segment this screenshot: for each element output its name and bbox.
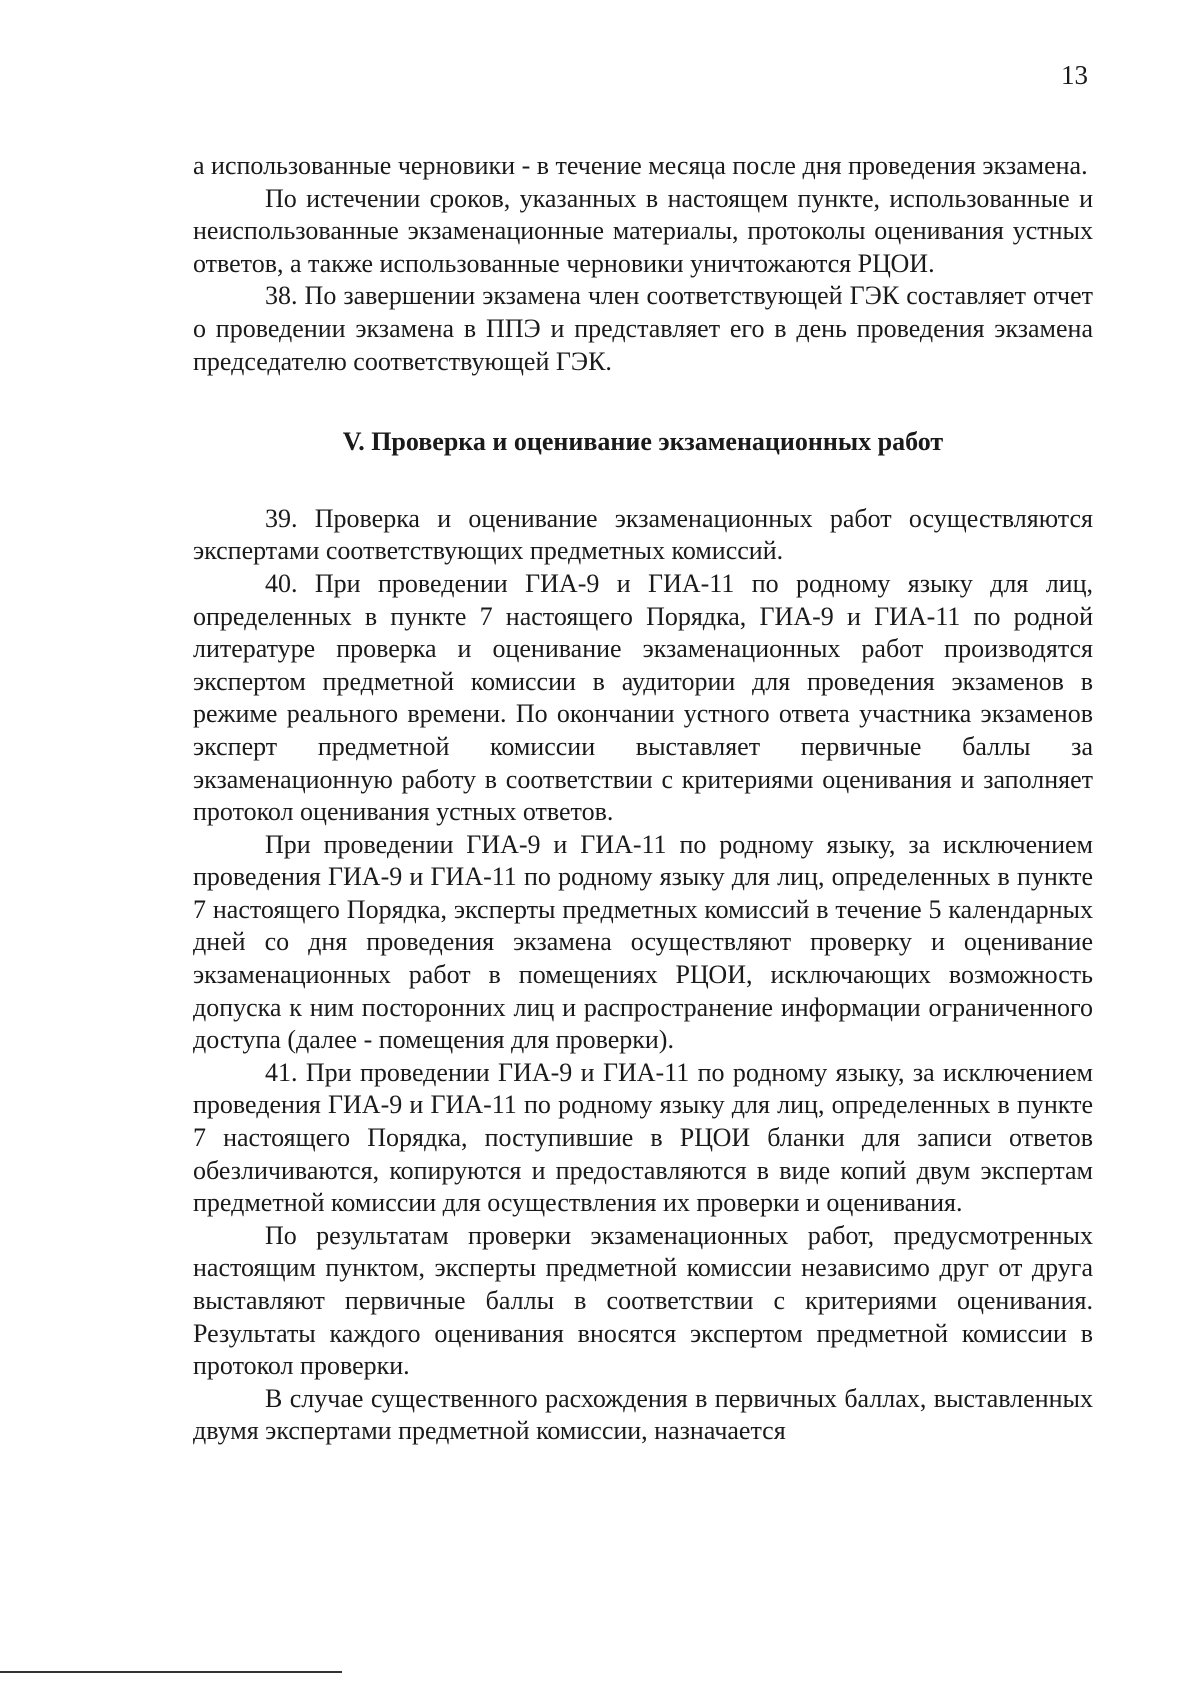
- section-heading: V. Проверка и оценивание экзаменационных работ: [342, 427, 944, 457]
- paragraph: 41. При проведении ГИА-9 и ГИА-11 по родному языку, за исключением проведения ГИА-9 и ГИА-11 по родному языку для лиц, определенных в пункте 7 настоящего Порядка, поступившие в РЦОИ бланки для записи ответов обезличиваются, копируются и предоставляются в виде копий двум экспертам предметной комиссии для осуществления их проверки и оценивания.: [193, 1057, 1093, 1218]
- document-body: [193, 150, 1093, 1448]
- page-number: 13: [1061, 60, 1088, 90]
- paragraph: По истечении сроков, указанных в настоящем пункте, использованные и неиспользованные экзаменационные материалы, протоколы оценивания устных ответов, а также использованные черновики уничтожаются РЦОИ.: [193, 183, 1093, 278]
- paragraph: В случае существенного расхождения в первичных баллах, выставленных двумя экспертами предметной комиссии, назначается: [193, 1383, 1093, 1446]
- paragraph: 40. При проведении ГИА-9 и ГИА-11 по родному языку для лиц, определенных в пункте 7 настоящего Порядка, ГИА-9 и ГИА-11 по родной литературе проверка и оценивание экзаменационных работ производятся экспертом предметной комиссии в аудитории для проведения экзаменов в режиме реального времени. По окончании устного ответа участника экзаменов эксперт предметной комиссии выставляет первичные баллы за экзаменационную работу в соответствии с критериями оценивания и заполняет протокол оценивания устных ответов.: [193, 568, 1093, 827]
- paragraph: По результатам проверки экзаменационных работ, предусмотренных настоящим пунктом, эксперты предметной комиссии независимо друг от друга выставляют первичные баллы в соответствии с критериями оценивания. Результаты каждого оценивания вносятся экспертом предметной комиссии в протокол проверки.: [193, 1220, 1093, 1381]
- paragraph: а использованные черновики - в течение месяца после дня проведения экзамена.: [193, 151, 1088, 180]
- footer-rule: [0, 1671, 342, 1673]
- paragraph: 38. По завершении экзамена член соответствующей ГЭК составляет отчет о проведении экзамена в ППЭ и представляет его в день проведения экзамена председателю соответствующей ГЭК.: [193, 281, 1093, 376]
- paragraph: 39. Проверка и оценивание экзаменационных работ осуществляются экспертами соответствующих предметных комиссий.: [193, 503, 1093, 566]
- paragraph: При проведении ГИА-9 и ГИА-11 по родному языку, за исключением проведения ГИА-9 и ГИА-11 по родному языку для лиц, определенных в пункте 7 настоящего Порядка, эксперты предметных комиссий в течение 5 календарных дней со дня проведения экзамена осуществляют проверку и оценивание экзаменационных работ в помещениях РЦОИ, исключающих возможность допуска к ним посторонних лиц и распространение информации ограниченного доступа (далее - помещения для проверки).: [193, 829, 1093, 1055]
